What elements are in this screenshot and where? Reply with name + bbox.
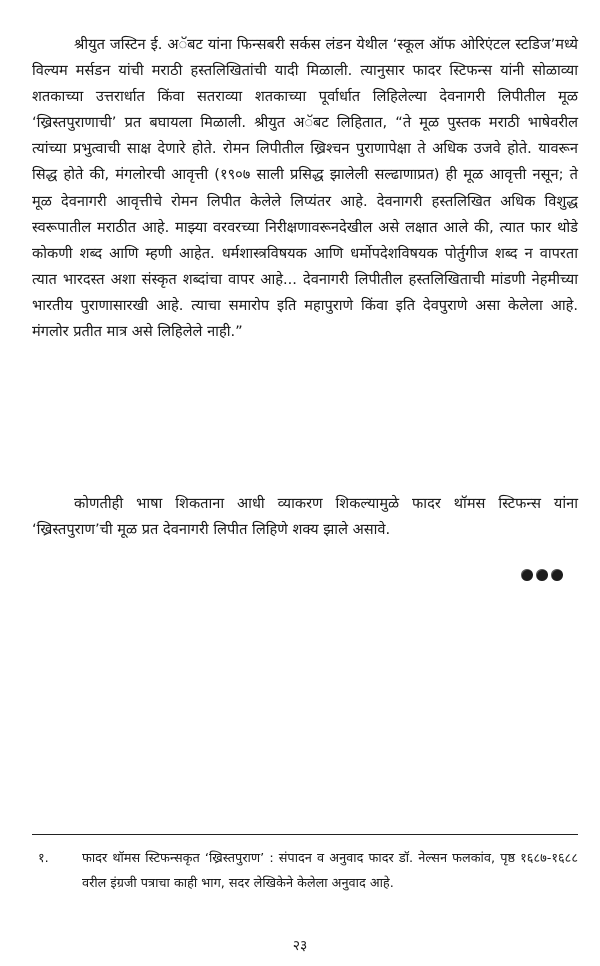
ornament-dot-icon — [551, 569, 563, 581]
footnote-text: फादर थॉमस स्टिफन्सकृत ‘ख्रिस्तपुराण’ : संपादन व अनुवाद फादर डॉ. नेल्सन फलकांव, पृष्ठ १६८७-१६८८ वरील इंग्रजी पत्राचा काही भाग, सदर लेखिकेने केलेला अनुवाद आहे. — [82, 851, 578, 891]
ornament-dot-icon — [536, 569, 548, 581]
body-paragraph-1: श्रीयुत जस्टिन ई. अॅबट यांना फिन्सबरी सर्कस लंडन येथील ‘स्कूल ऑफ ओरिएंटल स्टडिज’मध्ये विल्यम मर्सडन यांची मराठी हस्तलिखितांची यादी मिळाली. त्यानुसार फादर स्टिफन्स यांनी सोळाव्या शतकाच्या उत्तरार्धात किंवा सतराव्या शतकाच्या पूर्वार्धात लिहिलेल्या देवनागरी लिपीतील मूळ ‘ख्रिस्तपुराणाची’ प्रत बघायला मिळाली. श्रीयुत अॅबट लिहितात, “ते मूळ पुस्तक मराठी भाषेवरील त्यांच्या प्रभुत्वाची साक्ष देणारे होते. रोमन लिपीतील ख्रिश्चन पुराणापेक्षा ते अधिक उजवे होते. यावरून सिद्ध होते की, मंगलोरची आवृत्ती (१९०७ साली प्रसिद्ध झालेली सल्ढाणाप्रत) ही मूळ आवृत्ती नसून; ते मूळ देवनागरी आवृत्तीचे रोमन लिपीत केलेले लिप्यंतर आहे. देवनागरी हस्तलिखित अधिक विशुद्ध स्वरूपातील मराठीत आहे. माझ्या वरवरच्या निरीक्षणावरूनदेखील असे लक्षात आले की, त्यात फार थोडे कोकणी शब्द आणि म्हणी आहेत. धर्मशास्त्रविषयक आणि धर्मोपदेशविषयक पोर्तुगीज शब्द न वापरता त्यात भारदस्त अशा संस्कृत शब्दांचा वापर आहे... देवनागरी लिपीतील हस्तलिखिताची मांडणी नेहमीच्या भारतीय पुराणासारखी आहे. त्याचा समारोप इति महापुराणे किंवा इति देवपुराणे असा केलेला आहे. मंगलोर प्रतीत मात्र असे लिहिलेले नाही.” — [32, 36, 578, 341]
footnote — [32, 846, 578, 896]
ornament-dot-icon — [521, 569, 533, 581]
footnote-divider — [32, 834, 578, 835]
section-end-ornament — [521, 567, 581, 583]
page-number: २३ — [292, 938, 308, 954]
body-paragraph-2: कोणतीही भाषा शिकताना आधी व्याकरण शिकल्यामुळे फादर थॉमस स्टिफन्स यांना ‘ख्रिस्तपुराण’ची मूळ प्रत देवनागरी लिपीत लिहिणे शक्य झाले असावे. — [32, 495, 578, 539]
footnote-number: १. — [38, 851, 49, 866]
